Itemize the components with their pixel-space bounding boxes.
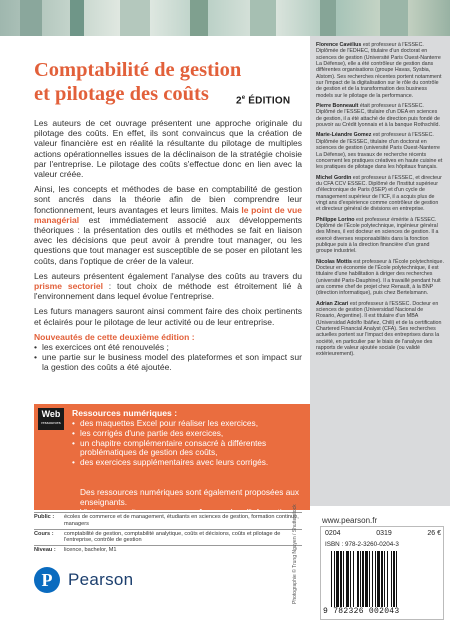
text-run: pour plus d'informations. <box>204 506 298 517</box>
highlight-sector: prisme sectoriel <box>34 281 103 292</box>
photo-element <box>250 0 276 36</box>
barcode-bar <box>393 551 395 607</box>
pearson-logo-icon: P <box>34 567 60 593</box>
barcode-bar <box>365 551 368 607</box>
barcode-bar <box>331 551 332 607</box>
barcode-bar <box>396 551 397 607</box>
barcode-panel <box>320 526 444 620</box>
text-run: Visitez notre site <box>80 506 144 517</box>
barcode-bar <box>350 551 351 607</box>
barcode-bar <box>362 551 364 607</box>
barcode-bar <box>381 551 383 607</box>
author-name: Adrian Zicari <box>316 300 349 307</box>
meta-key: Public : <box>34 514 55 520</box>
web-resources-logo <box>38 408 64 430</box>
author-name: Pierre Bonneault <box>316 103 359 110</box>
meta-public <box>34 512 302 529</box>
resources-list <box>72 419 304 468</box>
author-bio <box>316 217 444 255</box>
authors-column <box>310 36 450 506</box>
barcode-bar <box>360 551 361 607</box>
meta-value: comptabilité de gestion, comptabilité analytique, coûts et décisions, coûts et pilotage de l'entreprise, contrôle de gestion <box>64 530 281 544</box>
highlight-managerial: le point de vue managérial <box>34 204 302 225</box>
publisher-website[interactable]: www.pearson.fr <box>322 516 378 525</box>
list-item: • les exercices ont été renouvelés ; <box>34 342 302 352</box>
barcode-bar <box>353 551 354 607</box>
barcode-bar <box>372 551 373 607</box>
author-text: est professeur à l'ESSEC, et directeur du CFA CCV ESSEC. Diplômé de l'Institut supérieur d'électronique de Paris (ISEP) et d'un cycle de management supérieur de l'ICF, il a acquis plus de vingt ans d'expérience comme contrôleur de gestion et directeur général de divisions en entreprise. <box>316 174 442 213</box>
barcode-digits: 9 782326 002043 <box>323 607 400 616</box>
meta-courses <box>34 529 302 546</box>
edition-word: ÉDITION <box>245 95 291 107</box>
title-line-2: et pilotage des coûts <box>34 83 209 105</box>
barcode-codes <box>325 530 441 537</box>
list-item: • un chapitre complémentaire consacré à différentes problématiques de gestion des coûts, <box>72 439 304 459</box>
barcode-bar <box>336 551 339 607</box>
author-bio <box>316 259 444 297</box>
author-name: Nicolas Mottis <box>316 258 352 265</box>
logo-sub-text: ressources <box>41 420 61 425</box>
edition-label <box>236 95 290 106</box>
new-edition-title: Nouveautés de cette deuxième édition : <box>34 331 195 342</box>
author-bio <box>316 175 444 213</box>
author-text: était professeur à l'ESSEC. Diplômé de l'ESSEC, titulaire d'un DEA en sciences de gestion, il a été attaché de direction puis fondé de pouvoir au Crédit lyonnais et à la banque Rothschild. <box>316 103 440 129</box>
text-run: : tout choix de méthode est étroitement lié à l'environnement dans lequel évolue l'entreprise. <box>34 281 302 302</box>
author-text: est professeur à l'ESSEC. Diplômée de l'ESSEC, titulaire d'un doctorat en sciences de gestion (université Paris Ouest-Nanterre La Défense), ses travaux de recherche récents concernent les pratiques créatives en haute cuisine et les pratiques de pilotage dans les hôpitaux français. <box>316 132 443 171</box>
list-item: • des maquettes Excel pour réaliser les exercices, <box>72 419 304 429</box>
price: 26 € <box>427 530 441 537</box>
barcode-bar <box>387 551 388 607</box>
publisher-name: Pearson <box>68 570 134 589</box>
author-text: est professeur à l'ESSEC. Diplômée de l'EDHEC, titulaire d'un doctorat en sciences de gestion (Université Paris Ouest-Nanterre La Défense), elle a été contrôleur de gestion dans différentes organisations (groupe Havas, Sysbia, Alstom). Ses recherches récentes portent notamment sur l'impact de la digitalisation sur le rôle du contrôle de gestion et de la transformation des business models sur le pilotage de la performance. <box>316 42 442 99</box>
author-bio <box>316 301 444 358</box>
edition-suffix: e <box>241 95 246 101</box>
barcode-bar <box>377 551 380 607</box>
logo-web-text: Web <box>41 409 61 419</box>
barcode-graphic <box>331 551 439 607</box>
text-run: est immédiatement associé aux développements théoriques : la présentation des outils et méthodes se fait en liaison avec les décisions que peut avoir à prendre tout manager, ou les questions que tout manager est susceptible de se poser en pilotant les coûts, dans l'optique de créer de la valeur. <box>34 214 302 266</box>
barcode-bar <box>391 551 392 607</box>
author-bio <box>316 42 444 99</box>
barcode-bar <box>369 551 370 607</box>
photo-element <box>120 0 150 36</box>
photo-element <box>70 0 84 36</box>
publisher-brand <box>34 565 133 595</box>
photo-credit: Photographie © Trung Nguyen / Shutterstock <box>292 504 298 604</box>
barcode-bar <box>375 551 376 607</box>
meta-key: Niveau : <box>34 547 56 554</box>
meta-value: licence, bachelor, M1 <box>64 547 117 554</box>
meta-key: Cours : <box>34 530 54 537</box>
photo-element <box>320 0 336 36</box>
paragraph-managers: Les futurs managers sauront ainsi comment faire des choix pertinents et éclairés pour le pilotage de leur activité ou de leur entreprise. <box>34 306 302 327</box>
author-bio <box>316 103 444 128</box>
product-code: 0204 <box>325 530 341 537</box>
list-item: • des exercices supplémentaires avec leurs corrigés. <box>72 458 304 468</box>
paragraph-intro: Les auteurs de cet ouvrage présentent une approche originale du pilotage des coûts. En effet, ils sont convaincus que la création de valeur financière est en réalité la résultante du pilotage de multiples actions opérationnelles issues de la déclinaison de la stratégie choisie par l'entreprise. Le pilotage des coûts s'effectue donc en lien avec la valeur créée. <box>34 118 302 180</box>
product-code: 0319 <box>376 530 392 537</box>
author-bio <box>316 132 444 170</box>
author-name: Florence Cavélius <box>316 42 362 48</box>
website-link[interactable]: www.pearson.fr <box>143 506 205 517</box>
title-line-1: Comptabilité de gestion <box>34 59 242 81</box>
cover-photo-strip <box>0 0 450 36</box>
isbn-text: ISBN : 978-2-3260-0204-3 <box>325 541 399 548</box>
photo-element <box>190 0 208 36</box>
photo-element <box>20 0 42 36</box>
barcode-bar <box>343 551 344 607</box>
author-name: Philippe Lorino <box>316 216 355 223</box>
new-edition-list <box>34 342 302 373</box>
barcode-bar <box>384 551 385 607</box>
audience-metadata <box>34 512 302 555</box>
meta-value: écoles de commerce et de management, étudiants en sciences de gestion, formation continue, managers <box>64 514 299 527</box>
new-edition-section <box>34 332 302 373</box>
author-name: Michel Gordin <box>316 174 352 181</box>
barcode-bar <box>357 551 359 607</box>
author-text: est professeur émérite à l'ESSEC. Diplômé de l'École polytechnique, ingénieur général des Mines, il est docteur en sciences de gestion. Il a exercé diverses responsabilités dans la fonction publique puis à la direction financière d'un grand groupe industriel. <box>316 216 439 255</box>
teacher-note: Des ressources numériques sont également proposées aux enseignants. <box>80 487 300 507</box>
author-name: Marie-Léandre Gomez <box>316 132 372 139</box>
authors-bios <box>316 42 444 362</box>
text-run: Les auteurs présentent également l'analyse des coûts au travers du <box>34 270 302 281</box>
resources-title: Ressources numériques : <box>72 408 178 418</box>
list-item: • une partie sur le business model des plateformes et son impact sur la gestion des coûts a été ajoutée. <box>34 352 302 372</box>
author-text: est professeur à l'École polytechnique. Docteur en économie de l'École polytechnique, il est titulaire d'une habilitation à diriger des recherches (université Paris-Dauphine). Il a travaillé pendant huit ans comme chef de projet chez Renault, à la BNP (direction informatique), puis chez Bertelsmann. <box>316 258 444 297</box>
paragraph-concepts <box>34 184 302 266</box>
paragraph-sector <box>34 271 302 302</box>
meta-level <box>34 545 302 555</box>
list-item: • les corrigés d'une partie des exercices, <box>72 429 304 439</box>
author-text: est professeur à l'ESSEC. Docteur en sciences de gestion (Universidad Nacional de Rosario, Argentine). Il est titulaire d'un MBA (Universidad Adolfo Ibáñez, Chili) et de la certification Chartered Financial Analyst (CFA). Ses recherches actuelles portent sur l'impact des entreprises dans la société, en particulier par le biais de l'analyse des rapports de valeur ajoutée sociale (ou validé extérieurement). <box>316 300 442 358</box>
description <box>34 118 302 373</box>
edition-number: 2 <box>236 95 242 107</box>
barcode-bar <box>334 551 335 607</box>
photo-element <box>380 0 408 36</box>
text-run: Ainsi, les concepts et méthodes de base en comptabilité de gestion sont ancrés dans la théorie afin de bien comprendre leur fonctionnement, leurs avantages et leurs limites. Mais <box>34 184 302 215</box>
barcode-bar <box>346 551 349 607</box>
barcode-bar <box>340 551 342 607</box>
